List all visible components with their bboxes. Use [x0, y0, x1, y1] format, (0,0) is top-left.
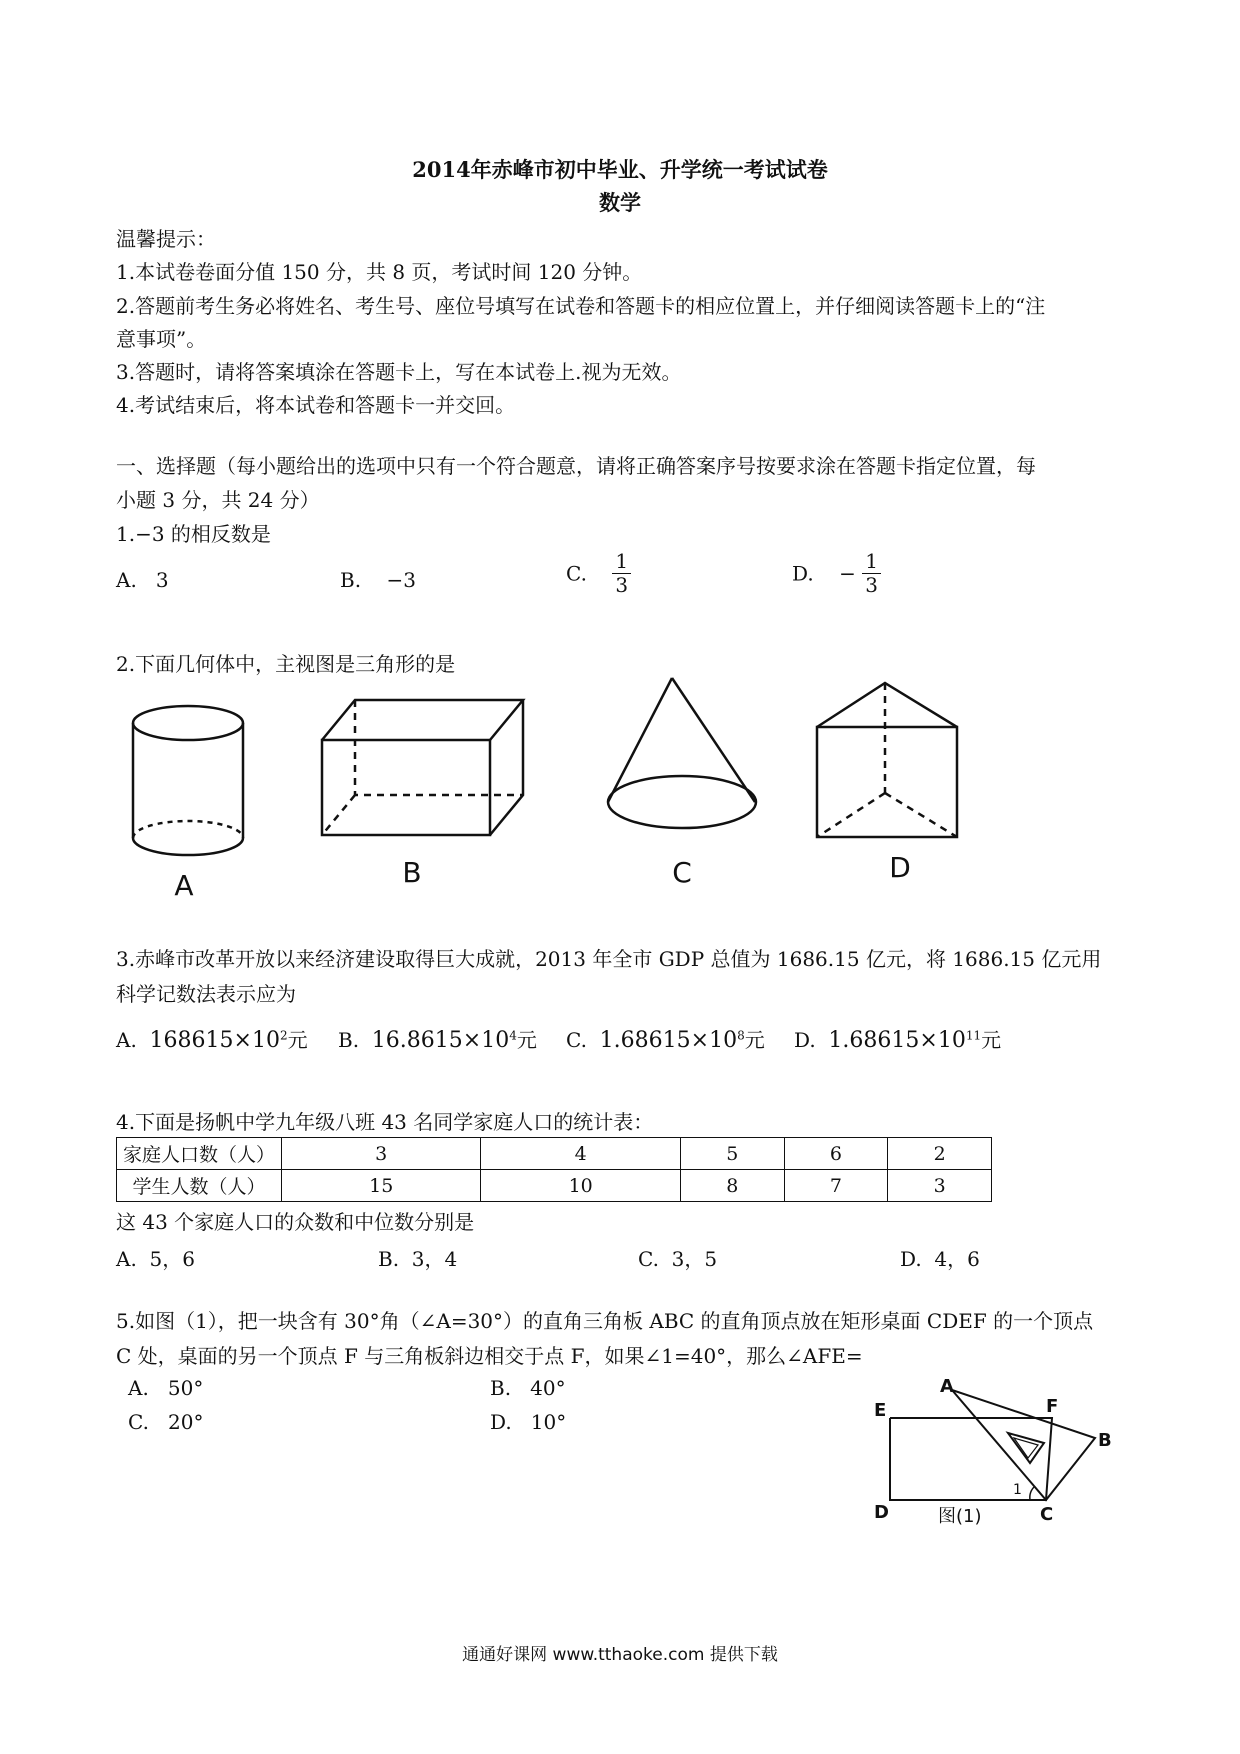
- q5-stem: C 处，桌面的另一个顶点 F 与三角板斜边相交于点 F，如果∠1=40°，那么∠AFE=: [116, 1344, 863, 1368]
- q5-stem: 5.如图（1），把一块含有 30°角（∠A=30°）的直角三角板 ABC 的直角顶点放在矩形桌面 CDEF 的一个顶点: [116, 1309, 1094, 1333]
- exponent: 8: [737, 1028, 745, 1043]
- table-cell: 5: [680, 1138, 784, 1170]
- point-label-e: E: [874, 1400, 887, 1421]
- option-value: 4，6: [934, 1247, 980, 1271]
- footer-credit: 通通好课网 www.tthaoke.com 提供下载: [462, 1645, 778, 1665]
- q5-option-b: [490, 1376, 566, 1400]
- option-value: 3，4: [411, 1247, 458, 1271]
- option-label: D.: [490, 1410, 512, 1434]
- fraction: [862, 550, 881, 597]
- table-cell: 7: [784, 1170, 888, 1202]
- option-label: B.: [338, 1028, 360, 1052]
- figure-caption: 图(1): [938, 1506, 982, 1527]
- q5-option-d: [490, 1410, 566, 1434]
- denominator: 3: [615, 573, 629, 597]
- unit: 元: [981, 1028, 1002, 1052]
- solid-label: C: [672, 856, 692, 889]
- table-cell: 8: [680, 1170, 784, 1202]
- option-value: 10°: [530, 1410, 567, 1434]
- point-label-c: C: [1040, 1504, 1054, 1525]
- option-label: C.: [566, 1028, 587, 1052]
- q1-stem: 1.−3 的相反数是: [116, 522, 271, 546]
- q2-stem: 2.下面几何体中，主视图是三角形的是: [116, 652, 456, 676]
- tip-item: 3.答题时，请将答案填涂在答题卡上，写在本试卷上.视为无效。: [116, 360, 682, 384]
- option-label: A.: [128, 1376, 149, 1400]
- option-label: D.: [794, 1028, 816, 1052]
- option-label: C.: [638, 1247, 659, 1271]
- q5-option-c: [128, 1410, 203, 1434]
- q4-option-c: [638, 1243, 717, 1272]
- solid-label: D: [889, 851, 911, 884]
- option-label: B.: [490, 1376, 512, 1400]
- cuboid-shape: [322, 700, 523, 835]
- section-heading: 一、选择题（每小题给出的选项中只有一个符合题意，请将正确答案序号按要求涂在答题卡指定位置，每: [116, 454, 1036, 478]
- section-heading: 小题 3 分，共 24 分）: [116, 488, 320, 512]
- exam-title: 2014年赤峰市初中毕业、升学统一考试试卷: [412, 157, 828, 182]
- minus-sign: −: [839, 561, 856, 586]
- point-label-f: F: [1046, 1396, 1059, 1417]
- unit: 元: [744, 1028, 765, 1052]
- q3-option-b: [338, 1024, 537, 1053]
- table-cell: 3: [282, 1138, 481, 1170]
- numerator: 1: [612, 550, 631, 574]
- table-cell: 15: [282, 1170, 481, 1202]
- option-label: A.: [116, 1247, 137, 1271]
- q1-option-b: [340, 568, 416, 592]
- option-label: A.: [116, 568, 137, 592]
- option-value: 3，5: [671, 1247, 718, 1271]
- option-value: 50°: [167, 1376, 204, 1400]
- q3-stem: 3.赤峰市改革开放以来经济建设取得巨大成就，2013 年全市 GDP 总值为 1686.15 亿元，将 1686.15 亿元用: [116, 947, 1102, 971]
- tip-item: 4.考试结束后，将本试卷和答题卡一并交回。: [116, 393, 516, 417]
- row-header: 家庭人口数（人）: [117, 1138, 282, 1170]
- cylinder-shape: [133, 706, 243, 855]
- option-label: C.: [128, 1410, 149, 1434]
- q3-option-c: [566, 1024, 765, 1053]
- exponent: 2: [279, 1028, 288, 1043]
- angle-label: 1: [1013, 1482, 1022, 1498]
- solid-label: A: [174, 869, 194, 902]
- q5-geometry-figure: [870, 1370, 1130, 1530]
- unit: 元: [287, 1028, 308, 1052]
- q4-option-d: [900, 1243, 980, 1272]
- table-cell: 6: [784, 1138, 888, 1170]
- tip-item: 1.本试卷卷面分值 150 分，共 8 页，考试时间 120 分钟。: [116, 260, 643, 284]
- q3-stem: 科学记数法表示应为: [116, 982, 296, 1006]
- q5-option-a: [128, 1376, 203, 1400]
- subject-title: 数学: [599, 190, 641, 215]
- point-label-a: A: [940, 1376, 954, 1397]
- q1-option-d: [792, 550, 881, 597]
- option-value: 40°: [530, 1376, 566, 1400]
- triangle-abc: [952, 1390, 1095, 1500]
- exponent: 11: [965, 1028, 982, 1043]
- table-cell: 10: [481, 1170, 680, 1202]
- table-cell: 4: [481, 1138, 680, 1170]
- tip-item: 2.答题前考生务必将姓名、考生号、座位号填写在试卷和答题卡的相应位置上，并仔细阅读答题卡上的“注: [116, 294, 1046, 318]
- option-value: −3: [386, 568, 416, 592]
- denominator: 3: [865, 573, 878, 597]
- option-value: 1.68615×10: [828, 1028, 966, 1053]
- angle-arc: [1030, 1486, 1035, 1500]
- q4-option-b: [378, 1243, 457, 1272]
- table-cell: 2: [888, 1138, 992, 1170]
- table-row: [117, 1138, 992, 1170]
- unit: 元: [516, 1028, 537, 1052]
- option-label: B.: [340, 568, 362, 592]
- fraction: [612, 550, 631, 597]
- q4-stem: 4.下面是扬帆中学九年级八班 43 名同学家庭人口的统计表：: [116, 1110, 654, 1134]
- family-population-table: [116, 1137, 992, 1202]
- cone-shape: [608, 678, 756, 828]
- option-value: 168615×10: [149, 1028, 280, 1053]
- point-label-b: B: [1098, 1430, 1112, 1451]
- option-label: C.: [566, 561, 587, 586]
- q4-option-a: [116, 1243, 195, 1272]
- exponent: 4: [509, 1028, 517, 1043]
- row-header: 学生人数（人）: [117, 1170, 282, 1202]
- tips-heading: 温馨提示：: [116, 227, 216, 251]
- q4-question: 这 43 个家庭人口的众数和中位数分别是: [116, 1210, 475, 1234]
- solid-label: B: [402, 856, 422, 889]
- q2-solids-figure: [100, 670, 1000, 905]
- point-label-d: D: [874, 1502, 889, 1523]
- q3-option-a: [116, 1024, 308, 1053]
- table-row: [117, 1170, 992, 1202]
- numerator: 1: [862, 550, 881, 574]
- option-value: 1.68615×10: [599, 1028, 738, 1053]
- triangular-prism-shape: [817, 683, 957, 837]
- option-label: D.: [792, 561, 814, 586]
- q3-option-d: [794, 1024, 1001, 1053]
- table-cell: 3: [888, 1170, 992, 1202]
- option-label: B.: [378, 1247, 400, 1271]
- tip-item: 意事项”。: [116, 327, 207, 351]
- option-value: 3: [155, 568, 169, 592]
- option-value: 20°: [168, 1410, 204, 1434]
- option-value: 16.8615×10: [371, 1028, 510, 1053]
- q1-option-c: [566, 550, 631, 597]
- q1-option-a: [116, 568, 169, 592]
- option-label: D.: [900, 1247, 922, 1271]
- option-label: A.: [116, 1028, 137, 1052]
- option-value: 5，6: [149, 1247, 195, 1271]
